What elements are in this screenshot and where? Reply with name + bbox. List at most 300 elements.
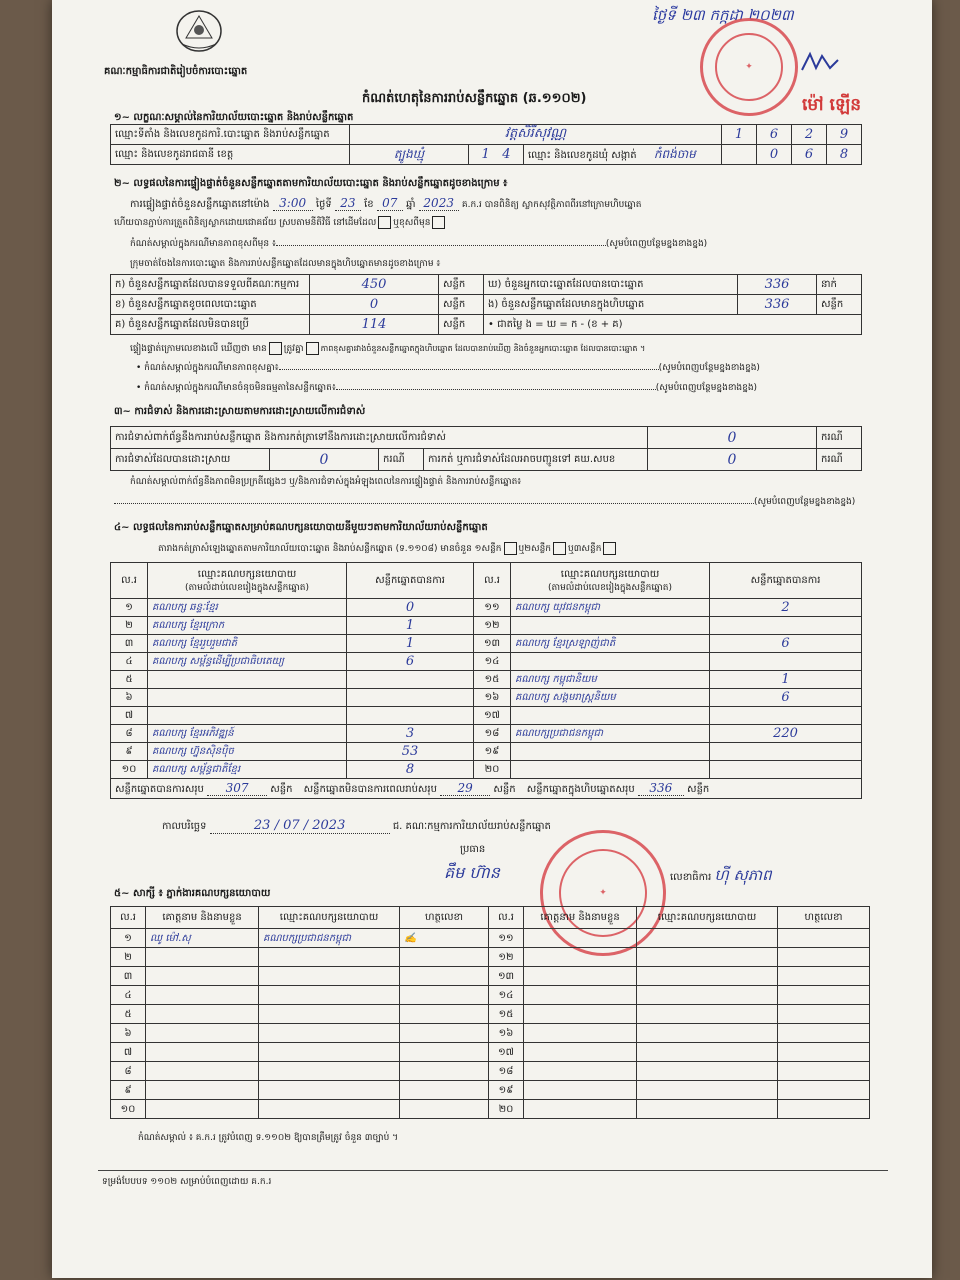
verify-year: 2023: [419, 196, 459, 211]
forwarded-unit: ករណី: [817, 449, 862, 471]
witness-row: [111, 967, 870, 986]
witness-no: ៣: [111, 967, 146, 986]
note-b-label: • កំណត់សម្គាល់ក្នុងករណីមានចំនុចមិនធម្មតានៃសន្លឹកឆ្នោត៖: [136, 383, 336, 393]
party-votes: 8: [347, 761, 474, 779]
witness-no: ១១: [489, 929, 524, 948]
note-a-line: [136, 362, 896, 375]
col-no-left: ល.រ: [111, 563, 148, 599]
province-label: ឈ្មោះ និងលេខកូដរាជធានី ខេត្ត: [111, 145, 350, 165]
row-b-label: ខ) ចំនួនសន្លឹកឆ្នោតខូចពេលបោះឆ្នោត: [111, 295, 310, 315]
party-no: ៥: [111, 671, 148, 689]
sheet3-checkbox[interactable]: [603, 542, 616, 555]
col-party-right-sub: (តាមលំដាប់លេខរៀងក្នុងសន្លឹកឆ្នោត): [548, 582, 672, 593]
section4-title: ៤~ លទ្ធផលនៃការរាប់សន្លឹកឆ្នោតសម្រាប់គណបក្សនយោបាយនីមួយៗតាមការិយាល័យរាប់សន្លឹកឆ្នោត: [114, 522, 488, 533]
witness-no: ៨: [111, 1062, 146, 1081]
row-a-value: 450: [310, 275, 439, 295]
witness-no: ៧: [111, 1043, 146, 1062]
official-stamp-bottom: ✦: [540, 830, 666, 956]
line1-rest: គ.ក.រ បានពិនិត្យ ស្លាកសុវត្ថិភាពពីរនៅក្រោមហិបឆ្នោត: [461, 200, 642, 210]
witness-party: [637, 986, 778, 1005]
party-name: [148, 671, 347, 689]
witness-name: [146, 967, 259, 986]
match-check-text: ផ្ទៀងផ្ទាត់ក្រោមលេខាងលើ ឃើញថា មាន: [130, 344, 267, 354]
forwarded-label: ការកត់ ឬការជំទាស់ដែលអាចបញ្ជូនទៅ គឃ.សបខ: [424, 449, 648, 471]
party-no: ១: [111, 599, 148, 617]
province-code-1: 1: [481, 147, 490, 162]
party-no: ១៥: [474, 671, 511, 689]
witness-no: ២០: [489, 1100, 524, 1119]
party-name: គណបក្ស ខ្មែរស្រឡាញ់ជាតិ: [511, 635, 710, 653]
section2-line2: [114, 216, 447, 230]
row-d-value: 336: [738, 275, 817, 295]
col-party-left-title: ឈ្មោះគណបក្សនយោបាយ: [197, 568, 297, 580]
witness-no: ១៥: [489, 1005, 524, 1024]
total-box-label: សន្លឹកឆ្នោតក្នុងហិបឆ្នោតសរុប: [526, 783, 635, 795]
party-votes: [710, 761, 862, 779]
party-votes: [710, 617, 862, 635]
witness-signature: [400, 1024, 489, 1043]
party-votes: 2: [710, 599, 862, 617]
witness-table: [110, 906, 870, 1119]
witness-party: [259, 967, 400, 986]
witness-signature: [778, 967, 870, 986]
col-party-left-sub: (តាមលំដាប់លេខរៀងក្នុងសន្លឹកឆ្នោត): [185, 582, 309, 593]
section2-line1: [130, 196, 890, 212]
footer-note: កំណត់សម្គាល់ ៖ គ.ក.រ ត្រូវបំពេញ ទ.១១០២ ឱ្យបានត្រឹមត្រូវ ចំនួន ៣ច្បាប់ ។: [138, 1133, 399, 1143]
section4-intro: [158, 542, 618, 556]
party-name: [511, 743, 710, 761]
witness-row: [111, 1062, 870, 1081]
top-handwritten-date: ថ្ងៃទី ២៣ កក្កដា ២០២៣: [652, 6, 794, 24]
witness-name: [146, 1100, 259, 1119]
party-name: គណបក្ស កម្ពុជានិយម: [511, 671, 710, 689]
official-stamp-top: ✦: [700, 18, 798, 116]
objection-unit: ករណី: [817, 427, 862, 449]
committee-label: ជ. គណៈកម្មការការិយាល័យរាប់សន្លឹកឆ្នោត: [392, 821, 551, 832]
witness-name: [524, 1062, 637, 1081]
witness-no: ១: [111, 929, 146, 948]
witness-no: ១៤: [489, 986, 524, 1005]
note-b-fill: (សូមបំពេញបន្ថែមខ្នងខាងខ្នង): [655, 383, 758, 393]
party-no: ៦: [111, 689, 148, 707]
witness-signature: [400, 1062, 489, 1081]
party-no: ១២: [474, 617, 511, 635]
commune-code-blank: [722, 145, 757, 165]
party-votes: [710, 653, 862, 671]
match-checkbox[interactable]: [269, 342, 282, 355]
w-col-name-left: គោត្តនាម និងនាមខ្លួន: [146, 907, 259, 929]
party-row: [111, 671, 862, 689]
party-votes: 6: [710, 689, 862, 707]
different-label: ឬខុសពីមុន: [393, 218, 431, 228]
witness-row: [111, 1024, 870, 1043]
chair-label: ប្រធាន: [460, 844, 486, 855]
station-code-1: 1: [722, 125, 757, 145]
col-votes-left: សន្លឹកឆ្នោតបានការ: [347, 563, 474, 599]
party-name: [511, 653, 710, 671]
total-invalid-unit: សន្លឹក: [493, 783, 516, 795]
row-e-unit: សន្លឹក: [817, 295, 862, 315]
witness-signature: [400, 986, 489, 1005]
total-box-value: 336: [638, 781, 684, 796]
witness-party: [637, 1024, 778, 1043]
intro-text: តារាងកត់ត្រាសំឡេងឆ្នោតតាមការិយាល័យបោះឆ្នោត និងរាប់សន្លឹកឆ្នោត (ទ.១១០៨) មានចំនួន ១សន្លឹក: [158, 544, 502, 554]
station-label: ឈ្មោះទីតាំង និងលេខកូដការិ.បោះឆ្នោត និងរាប់សន្លឹកឆ្នោត: [111, 125, 350, 145]
witness-signature: ✍: [400, 929, 489, 948]
party-no: ១១: [474, 599, 511, 617]
signature-top-icon: [800, 50, 840, 74]
witness-name: [146, 1024, 259, 1043]
date-value: 23 / 07 / 2023: [210, 818, 390, 834]
form-title: កំណត់ហេតុនៃការរាប់សន្លឹកឆ្នោត (ឆ.១១០២): [362, 91, 587, 106]
party-no: ៣: [111, 635, 148, 653]
sheet2-label: ឬ២សន្លឹក: [518, 544, 552, 554]
verify-day: 23: [335, 196, 361, 211]
col-party-left: [148, 563, 347, 599]
resolved-value: 0: [270, 449, 379, 471]
stamp-name: ម៉ៅ ឡើន: [802, 95, 862, 115]
witness-signature: [778, 929, 870, 948]
row-a-unit: សន្លឹក: [439, 275, 484, 295]
sheet1-checkbox[interactable]: [504, 542, 517, 555]
form-footer: ទម្រង់បែបបទ ១១០២ សម្រាប់បំពេញដោយ គ.ក.រ: [102, 1177, 272, 1187]
row-b-unit: សន្លឹក: [439, 295, 484, 315]
ballot-count-report-sheet: [52, 0, 932, 1278]
witness-no: ១២: [489, 948, 524, 967]
party-row: [111, 635, 862, 653]
col-party-right: [511, 563, 710, 599]
secretary-line: [670, 866, 772, 888]
witness-row: [111, 948, 870, 967]
section3-fill: (សូមបំពេញបន្ថែមខ្នងខាងខ្នង): [754, 497, 856, 507]
section3-note-line: [114, 496, 874, 509]
party-no: ១៤: [474, 653, 511, 671]
party-votes: 53: [347, 743, 474, 761]
party-name: គណបក្ស សម្ព័ន្ធជាតិខ្មែរ: [148, 761, 347, 779]
party-row: [111, 617, 862, 635]
witness-party: [259, 1100, 400, 1119]
row-e-label: ង) ចំនួនសន្លឹកឆ្នោតដែលមានក្នុងហិបឆ្នោត: [484, 295, 738, 315]
party-votes: 6: [347, 653, 474, 671]
total-invalid-label: សន្លឹកឆ្នោតមិនបានការពេលរាប់សរុប: [303, 783, 437, 795]
party-name: គណបក្ស សង្គមរាស្ត្រនិយម: [511, 689, 710, 707]
objection-value: 0: [648, 427, 817, 449]
month-label: ខែ: [364, 199, 374, 210]
formula: • ជាតម្លៃ ង = ឃ = ក - (ខ + គ): [484, 315, 862, 335]
row-d-unit: នាក់: [817, 275, 862, 295]
party-name: គណបក្ស សម្ព័ន្ធដើម្បីប្រជាធិបតេយ្យ: [148, 653, 347, 671]
section1-table: [110, 124, 862, 165]
witness-signature: [778, 1100, 870, 1119]
different-checkbox[interactable]: [432, 216, 445, 229]
party-votes: 1: [710, 671, 862, 689]
commune-label: ឈ្មោះ និងលេខកូដឃុំ សង្កាត់: [528, 149, 637, 161]
total-box-unit: សន្លឹក: [687, 783, 710, 795]
party-results-table: [110, 562, 862, 799]
total-valid-value: 307: [207, 781, 267, 796]
same-checkbox[interactable]: [378, 216, 391, 229]
w-col-name-right: គោត្តនាម និងនាមខ្លួន: [524, 907, 637, 929]
party-row: [111, 743, 862, 761]
commune-code-2: 6: [792, 145, 827, 165]
witness-name: [524, 1043, 637, 1062]
secretary-label: លេខាធិការ: [670, 872, 712, 883]
seal-check-text: ហើយបានភ្ជាប់ការត្រួតពិនិត្យស្លាកដោយជោគជ័យ ស្របតាមនីតិវិធី នៅដើមដែល: [114, 218, 377, 228]
row-b-value: 0: [310, 295, 439, 315]
witness-row: [111, 929, 870, 948]
party-name: គណបក្ស ហ្វ៊ុនស៊ិនប៉ិច: [148, 743, 347, 761]
witness-signature: [778, 1081, 870, 1100]
section2-line3: [130, 238, 890, 251]
witness-signature: [400, 1043, 489, 1062]
section2-title: ២~ លទ្ធផលនៃការផ្ទៀងផ្ទាត់ចំនួនសន្លឹកឆ្នោតតាមការិយាល័យបោះឆ្នោត និងរាប់សន្លឹកឆ្នោតដូចខាងក្រោម ៖: [114, 178, 508, 189]
witness-party: [637, 948, 778, 967]
party-name: [148, 707, 347, 725]
witness-no: ១៣: [489, 967, 524, 986]
w-col-sign-left: ហត្ថលេខា: [400, 907, 489, 929]
witness-party: [637, 929, 778, 948]
witness-signature: [400, 1100, 489, 1119]
section3-note: កំណត់សម្គាល់ពាក់ព័ន្ធនឹងភាពមិនប្រក្រតីផ្សេងៗ ឬ/និងការជំទាស់ក្នុងអំឡុងពេលនៃការផ្ទៀងផ្ទាត់ និងការរាប់សន្លឹកឆ្នោត៖: [130, 477, 522, 487]
sheet2-checkbox[interactable]: [553, 542, 566, 555]
witness-party: [637, 1081, 778, 1100]
note-a-label: • កំណត់សម្គាល់ក្នុងករណីមានភាពខុសគ្នា៖: [136, 363, 279, 373]
witness-name: [524, 1100, 637, 1119]
chair-signature: គឹម ហ៊ាន: [444, 863, 500, 882]
witness-party: [259, 986, 400, 1005]
witness-party: [259, 1024, 400, 1043]
party-name: គណបក្ស ខ្មែររួបរួមជាតិ: [148, 635, 347, 653]
party-votes: [347, 707, 474, 725]
party-no: ៩: [111, 743, 148, 761]
party-name: [511, 617, 710, 635]
witness-party: [259, 1081, 400, 1100]
party-no: ២០: [474, 761, 511, 779]
party-votes: 0: [347, 599, 474, 617]
commune-cell: [524, 145, 722, 165]
witness-party: [259, 948, 400, 967]
party-row: [111, 689, 862, 707]
witness-name: [524, 967, 637, 986]
witness-name: [146, 1005, 259, 1024]
witness-signature: [778, 1005, 870, 1024]
diff-note-label: កំណត់សម្គាល់ក្នុងករណីមានភាពខុសពីមុន ៖: [130, 239, 276, 249]
col-no-right: ល.រ: [474, 563, 511, 599]
w-col-party-left: ឈ្មោះគណបក្សនយោបាយ: [259, 907, 400, 929]
province-value: ត្បូងឃ្មុំ: [350, 145, 469, 165]
party-name: គណបក្ស យុវជនកម្ពុជា: [511, 599, 710, 617]
station-value: វត្តសិរីសុវណ្ណ: [350, 125, 722, 145]
day-label: ថ្ងៃទី: [315, 199, 332, 210]
resolved-unit: ករណី: [379, 449, 424, 471]
col-party-right-title: ឈ្មោះគណបក្សនយោបាយ: [560, 568, 660, 580]
commune-code-1: 0: [757, 145, 792, 165]
match-check-line: [130, 342, 890, 356]
w-col-no-left: ល.រ: [111, 907, 146, 929]
province-code-2: 4: [502, 147, 511, 162]
party-name: គណបក្ស ខ្មែរអភិវឌ្ឍន៍: [148, 725, 347, 743]
witness-party: [637, 1100, 778, 1119]
witness-name: [524, 929, 637, 948]
party-no: ១៧: [474, 707, 511, 725]
row-c-label: គ) ចំនួនសន្លឹកឆ្នោតដែលមិនបានប្រើ: [111, 315, 310, 335]
party-no: ៤: [111, 653, 148, 671]
total-invalid-value: 29: [440, 781, 490, 796]
witness-no: ៥: [111, 1005, 146, 1024]
witness-no: ២: [111, 948, 146, 967]
w-col-no-right: ល.រ: [489, 907, 524, 929]
party-votes: 6: [710, 635, 862, 653]
witness-no: ១៧: [489, 1043, 524, 1062]
secretary-signature: ហ៊ី សុភាព: [714, 866, 772, 884]
witness-name: [524, 1005, 637, 1024]
party-no: ១៨: [474, 725, 511, 743]
forwarded-value: 0: [648, 449, 817, 471]
party-name: គណបក្ស ឆន្ទៈខ្មែរ: [148, 599, 347, 617]
party-no: ១៦: [474, 689, 511, 707]
witness-no: ៩: [111, 1081, 146, 1100]
section5-title: ៥~ សាក្សី ៖ ភ្នាក់ងារគណបក្សនយោបាយ: [114, 888, 271, 899]
witness-row: [111, 1005, 870, 1024]
witness-party: [637, 1062, 778, 1081]
section1-title: ១~ លក្ខណៈសម្គាល់នៃការិយាល័យបោះឆ្នោត និងរាប់សន្លឹកឆ្នោត: [114, 112, 354, 123]
witness-name: [146, 948, 259, 967]
witness-name: [524, 986, 637, 1005]
verify-month: 07: [377, 196, 403, 211]
witness-row: [111, 1081, 870, 1100]
party-row: [111, 725, 862, 743]
note-b-line: [136, 382, 896, 395]
witness-no: ១០: [111, 1100, 146, 1119]
party-name: [511, 707, 710, 725]
witness-party: [259, 1062, 400, 1081]
witness-name: [146, 1043, 259, 1062]
row-d-label: ឃ) ចំនួនអ្នកបោះឆ្នោតដែលបានបោះឆ្នោត: [484, 275, 738, 295]
station-code-2: 6: [757, 125, 792, 145]
diff-note-fill: (សូមបំពេញបន្ថែមខ្នងខាងខ្នង): [605, 239, 708, 249]
witness-signature: [400, 967, 489, 986]
party-row: [111, 653, 862, 671]
party-row: [111, 707, 862, 725]
witness-row: [111, 1043, 870, 1062]
province-code: [469, 145, 524, 165]
mismatch-label: ភាពខុសគ្នារវាងចំនួនសន្លឹកឆ្នោតក្នុងហិបឆ្នោត ដែលបានរាប់ឃើញ និងចំនួនអ្នកបោះឆ្នោត ដែលបានបោះឆ្នោត ។: [320, 344, 646, 353]
witness-signature: [400, 1005, 489, 1024]
witness-no: ៦: [111, 1024, 146, 1043]
party-no: ១០: [111, 761, 148, 779]
witness-no: ៤: [111, 986, 146, 1005]
party-votes: 1: [347, 617, 474, 635]
witness-name: [146, 986, 259, 1005]
witness-signature: [400, 948, 489, 967]
row-c-unit: សន្លឹក: [439, 315, 484, 335]
party-row: [111, 599, 862, 617]
row-e-value: 336: [738, 295, 817, 315]
witness-party: [637, 967, 778, 986]
witness-name: [524, 1081, 637, 1100]
witness-name: [146, 1062, 259, 1081]
w-col-sign-right: ហត្ថលេខា: [778, 907, 870, 929]
witness-party: គណបក្សប្រជាជនកម្ពុជា: [259, 929, 400, 948]
witness-name: [524, 1024, 637, 1043]
station-code-3: 2: [792, 125, 827, 145]
party-votes: [710, 743, 862, 761]
date-line: [162, 818, 551, 834]
match-label: ត្រូវគ្នា: [283, 344, 304, 354]
witness-row: [111, 1100, 870, 1119]
witness-name: ឈូ ម៉ៅ.សុ: [146, 929, 259, 948]
witness-name: [146, 1081, 259, 1100]
witness-no: ១៩: [489, 1081, 524, 1100]
witness-no: ១៦: [489, 1024, 524, 1043]
verify-time-label: ការផ្ទៀងផ្ទាត់ចំនួនសន្លឹកឆ្នោតនៅម៉ោង: [130, 199, 270, 210]
party-no: ៨: [111, 725, 148, 743]
agency-name: គណៈកម្មាធិការជាតិរៀបចំការបោះឆ្នោត: [104, 66, 248, 77]
commune-code-3: 8: [827, 145, 862, 165]
party-votes: 220: [710, 725, 862, 743]
witness-signature: [778, 1043, 870, 1062]
witness-no: ១៨: [489, 1062, 524, 1081]
commune-value: កំពង់ចាម: [653, 146, 696, 161]
party-votes: 1: [347, 635, 474, 653]
objection-label: ការជំទាស់ពាក់ព័ន្ធនឹងការរាប់សន្លឹកឆ្នោត និងការកត់ត្រាទៅនឹងការដោះស្រាយលើការជំទាស់: [111, 427, 648, 449]
date-label: កាលបរិច្ឆេទ: [162, 821, 207, 832]
party-votes: [347, 671, 474, 689]
total-valid-label: សន្លឹកឆ្នោតបានការសរុប: [115, 783, 204, 795]
row-a-label: ក) ចំនួនសន្លឹកឆ្នោតដែលបានទទួលពីគណៈកម្មការ: [111, 275, 310, 295]
witness-party: [637, 1005, 778, 1024]
witness-row: [111, 986, 870, 1005]
note-a-fill: (សូមបំពេញបន្ថែមខ្នងខាងខ្នង): [658, 363, 760, 373]
col-votes-right: សន្លឹកឆ្នោតបានការ: [710, 563, 862, 599]
total-valid-unit: សន្លឹក: [270, 783, 293, 795]
totals-row: [111, 779, 862, 799]
mismatch-checkbox[interactable]: [306, 342, 319, 355]
year-label: ឆ្នាំ: [405, 199, 416, 210]
footer-divider: [98, 1170, 888, 1171]
w-col-party-right: ឈ្មោះគណបក្សនយោបាយ: [637, 907, 778, 929]
witness-party: [259, 1043, 400, 1062]
party-votes: [710, 707, 862, 725]
witness-signature: [400, 1081, 489, 1100]
section2-line4: ក្រុមចាត់ចែងនៃការបោះឆ្នោត និងការរាប់សន្លឹកឆ្នោតដែលមានក្នុងហិបឆ្នោតមានដូចខាងក្រោម ៖: [130, 259, 441, 269]
section3-title: ៣~ ការជំទាស់ និងការដោះស្រាយតាមការដោះស្រាយលើការជំទាស់: [114, 406, 366, 417]
party-name: [511, 761, 710, 779]
ballot-count-table: [110, 274, 862, 335]
station-code-4: 9: [827, 125, 862, 145]
party-no: ១៣: [474, 635, 511, 653]
witness-name: [524, 948, 637, 967]
witness-party: [637, 1043, 778, 1062]
party-row: [111, 761, 862, 779]
witness-party: [259, 1005, 400, 1024]
party-votes: [347, 689, 474, 707]
witness-signature: [778, 986, 870, 1005]
resolved-label: ការជំទាស់ដែលបានដោះស្រាយ: [111, 449, 270, 471]
row-c-value: 114: [310, 315, 439, 335]
party-name: គណបក្ស ខ្មែរក្រោក: [148, 617, 347, 635]
witness-signature: [778, 948, 870, 967]
party-no: ១៩: [474, 743, 511, 761]
objection-table: [110, 426, 862, 471]
sheet3-label: ឬ៣សន្លឹក: [568, 544, 602, 554]
verify-time: 3:00: [273, 196, 313, 211]
witness-signature: [778, 1024, 870, 1043]
national-emblem-icon: [174, 8, 224, 54]
party-no: ២: [111, 617, 148, 635]
party-name: គណបក្សប្រជាជនកម្ពុជា: [511, 725, 710, 743]
witness-signature: [778, 1062, 870, 1081]
